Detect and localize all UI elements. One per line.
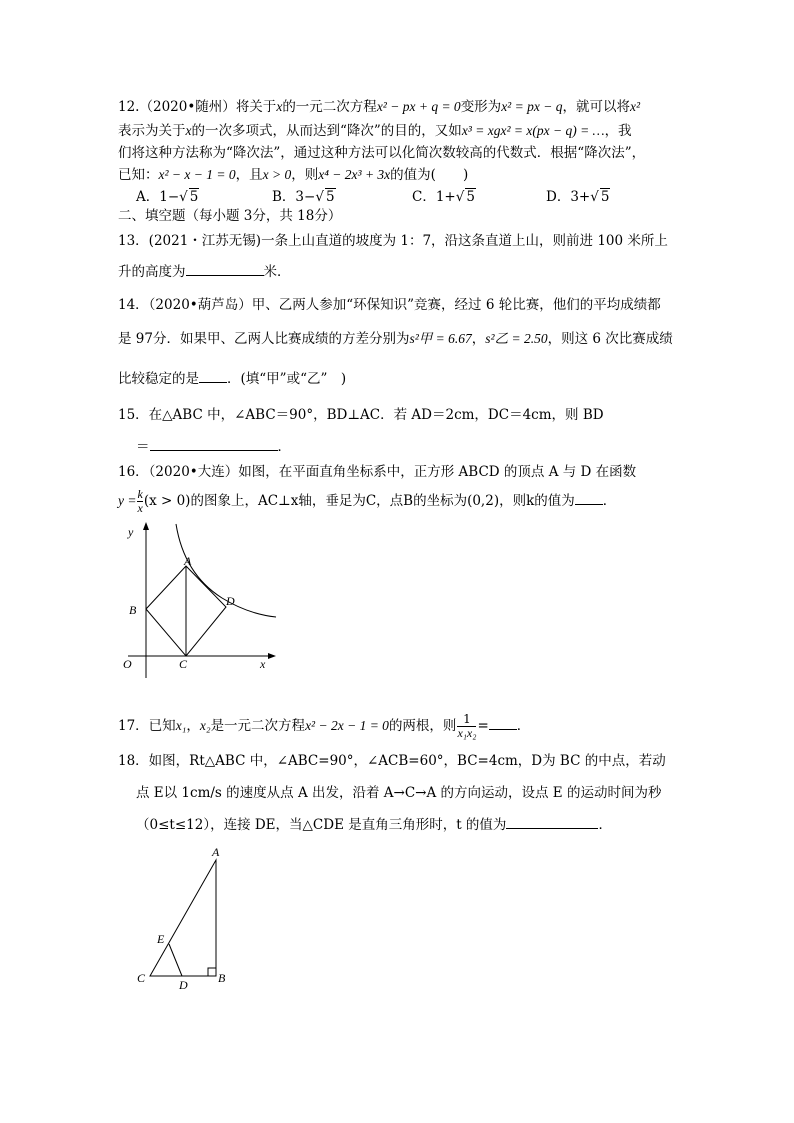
q12-text: ，且 <box>235 167 263 183</box>
sqrt-radicand: 5 <box>600 189 610 205</box>
q12-text: ，我 <box>604 123 632 139</box>
label-d: D <box>179 978 188 992</box>
q12-equation: x² − px + q = 0 <box>376 99 461 114</box>
q12-equation: x³ = xgx² = x(px − q) = … <box>461 123 605 138</box>
fraction-denominator: x <box>137 501 143 515</box>
label-y: y <box>128 525 134 539</box>
q18-text: ． <box>598 817 612 833</box>
section-title: 二、填空题（每小题 3分，共 18分） <box>118 208 342 224</box>
fraction-numerator: 1 <box>463 712 471 726</box>
q14-text: 比较稳定的是 <box>118 371 199 387</box>
q12-text: 将关于 <box>235 99 277 115</box>
q17-text: = <box>477 718 489 734</box>
q17-equation: x² − 2x − 1 = 0 <box>305 718 389 733</box>
label-b: B <box>218 971 226 985</box>
q16-text: ． <box>602 493 617 509</box>
q12-number: 12. <box>118 99 140 115</box>
q18-answer-blank[interactable] <box>506 815 598 829</box>
label-a: A <box>184 554 192 568</box>
q15-line-2 <box>136 437 291 456</box>
sqrt-radicand: 5 <box>189 189 199 205</box>
q17-text: 是一元二次方程 <box>210 718 306 734</box>
q16-fraction <box>137 488 142 515</box>
q12-text: ，就可以将 <box>562 99 630 115</box>
q12-line-3: 们将这种方法称为“降次法”，通过这种方法可以化简次数较高的代数式．根据“降次法”， <box>118 145 646 161</box>
q18-text: （0≤t≤12），连接 DE，当△CDE 是直角三角形时，t 的值为 <box>136 817 507 833</box>
q12-var: x <box>276 99 283 114</box>
q12-text: ，则 <box>291 167 319 183</box>
q13-line-1: 13．(2021・江苏无锡)一条上山直道的坡度为 1：7，沿这条直道上山，则前进 100 米所上 <box>118 233 668 249</box>
q15-answer-blank[interactable] <box>150 437 278 451</box>
q12-option-c[interactable]: C．1+√ 5 <box>412 189 475 205</box>
q13-text: 升的高度为 <box>118 264 186 280</box>
q12-option-d[interactable]: D．3+√ 5 <box>546 189 610 205</box>
q15-text: ． <box>277 439 291 455</box>
label-o: O <box>123 657 132 671</box>
q14-line-3 <box>118 369 346 388</box>
q12-var: x <box>185 123 192 138</box>
q16-line-1: 16．（2020•大连）如图，在平面直角坐标系中，正方形 ABCD 的顶点 A 与 D 在函数 <box>118 464 637 480</box>
label-c: C <box>137 971 146 985</box>
q12-equation: x > 0 <box>262 167 292 182</box>
figure-right-triangle <box>128 840 238 992</box>
q12-text: 变形为 <box>460 99 502 115</box>
q14-text: ， <box>471 331 486 347</box>
q18-line-1: 18．如图，Rt△ABC 中，∠ABC=90°，∠ACB=60°，BC=4cm，D为 BC 的中点，若动 <box>118 753 666 769</box>
q12-option-a[interactable]: A．1−√ 5 <box>136 189 199 205</box>
q12-option-b[interactable]: B．3−√ 5 <box>272 189 335 205</box>
q14-text: 是 97分．如果甲、乙两人比赛成绩的方差分别为 <box>118 331 410 347</box>
q12-text: 已知： <box>118 167 159 183</box>
q12-text: 的值为( ) <box>390 167 469 183</box>
figure-coordinate-square <box>118 518 283 690</box>
q17-text: ， <box>186 718 200 734</box>
sqrt-radicand: 5 <box>325 189 335 205</box>
q16-function-y: y = <box>118 493 137 508</box>
triangle-abc <box>150 860 216 976</box>
fraction-numerator: k <box>137 487 143 501</box>
q12-line-2 <box>118 122 632 140</box>
q14-answer-blank[interactable] <box>199 369 227 383</box>
q15-text: ＝ <box>136 439 150 455</box>
q13-answer-blank[interactable] <box>186 262 264 276</box>
q12-text: 的一元二次方程 <box>282 99 377 115</box>
right-angle-mark <box>208 968 216 976</box>
q12-text: 表示为关于 <box>118 123 186 139</box>
q17-root-x2: x₂ <box>199 718 211 733</box>
option-label: C． <box>412 189 436 205</box>
q18-line-2: 点 E以 1cm/s 的速度从点 A 出发，沿着 A→C→A 的方向运动，设点 E 的运动时间为秒 <box>136 785 662 801</box>
q14-text: ．(填“甲”或“乙” ) <box>227 371 347 387</box>
q17-text: 17．已知 <box>118 718 176 734</box>
q16-answer-blank[interactable] <box>575 491 603 505</box>
q16-line-2 <box>118 488 616 515</box>
label-d: D <box>226 594 235 608</box>
option-value: 1− <box>159 189 180 205</box>
option-value: 3− <box>295 189 316 205</box>
q14-line-1: 14．（2020•葫芦岛）甲、乙两人参加“环保知识”竞赛，经过 6 轮比赛，他们的平均成绩都 <box>118 297 661 313</box>
q17-answer-blank[interactable] <box>489 716 517 730</box>
label-x: x <box>260 657 266 671</box>
q13-line-2 <box>118 262 291 281</box>
segment-de <box>169 944 182 976</box>
q12-line-1 <box>118 98 640 116</box>
q16-text: (x > 0)的图象上，AC⊥x轴，垂足为C，点B的坐标为(0,2)，则k的值为 <box>143 493 575 509</box>
q14-text: ，则这 6 次比赛成绩 <box>547 331 673 347</box>
q12-equation: x⁴ − 2x³ + 3x <box>318 167 391 182</box>
q12-line-4 <box>118 166 468 184</box>
fraction-denominator: x₁x₂ <box>457 726 477 740</box>
q17-text: 的两根，则 <box>388 718 457 734</box>
q12-equation: x² <box>629 99 640 114</box>
label-c: C <box>179 657 188 671</box>
option-value: 3+ <box>570 189 591 205</box>
q12-equation: x² = px − q <box>501 99 563 114</box>
q12-text: 的一次多项式，从而达到“降次”的目的，又如 <box>191 123 462 139</box>
sqrt-radicand: 5 <box>466 189 475 205</box>
q15-line-1: 15．在△ABC 中，∠ABC＝90°，BD⊥AC．若 AD＝2cm，DC＝4cm，则 BD <box>118 407 604 423</box>
q12-source: （2020•随州） <box>139 99 236 115</box>
q13-text: 米． <box>263 264 291 280</box>
x-axis-arrow <box>268 653 276 659</box>
label-b: B <box>129 603 137 617</box>
q17-fraction <box>457 713 476 740</box>
q18-line-3 <box>136 815 612 834</box>
q17-root-x1: x₁ <box>175 718 187 733</box>
y-axis-arrow <box>143 522 149 530</box>
option-label: D． <box>546 189 571 205</box>
q12-equation: x² − x − 1 = 0 <box>158 167 236 182</box>
q17-line <box>118 713 530 740</box>
q14-line-2 <box>118 330 673 348</box>
q14-variance-jia: s²甲 = 6.67 <box>409 331 472 346</box>
option-label: A． <box>136 189 160 205</box>
label-e: E <box>157 932 165 946</box>
q17-text: ． <box>516 718 531 734</box>
q14-variance-yi: s²乙 = 2.50 <box>485 331 548 346</box>
option-value: 1+ <box>435 189 456 205</box>
label-a: A <box>212 845 220 859</box>
option-label: B． <box>272 189 296 205</box>
